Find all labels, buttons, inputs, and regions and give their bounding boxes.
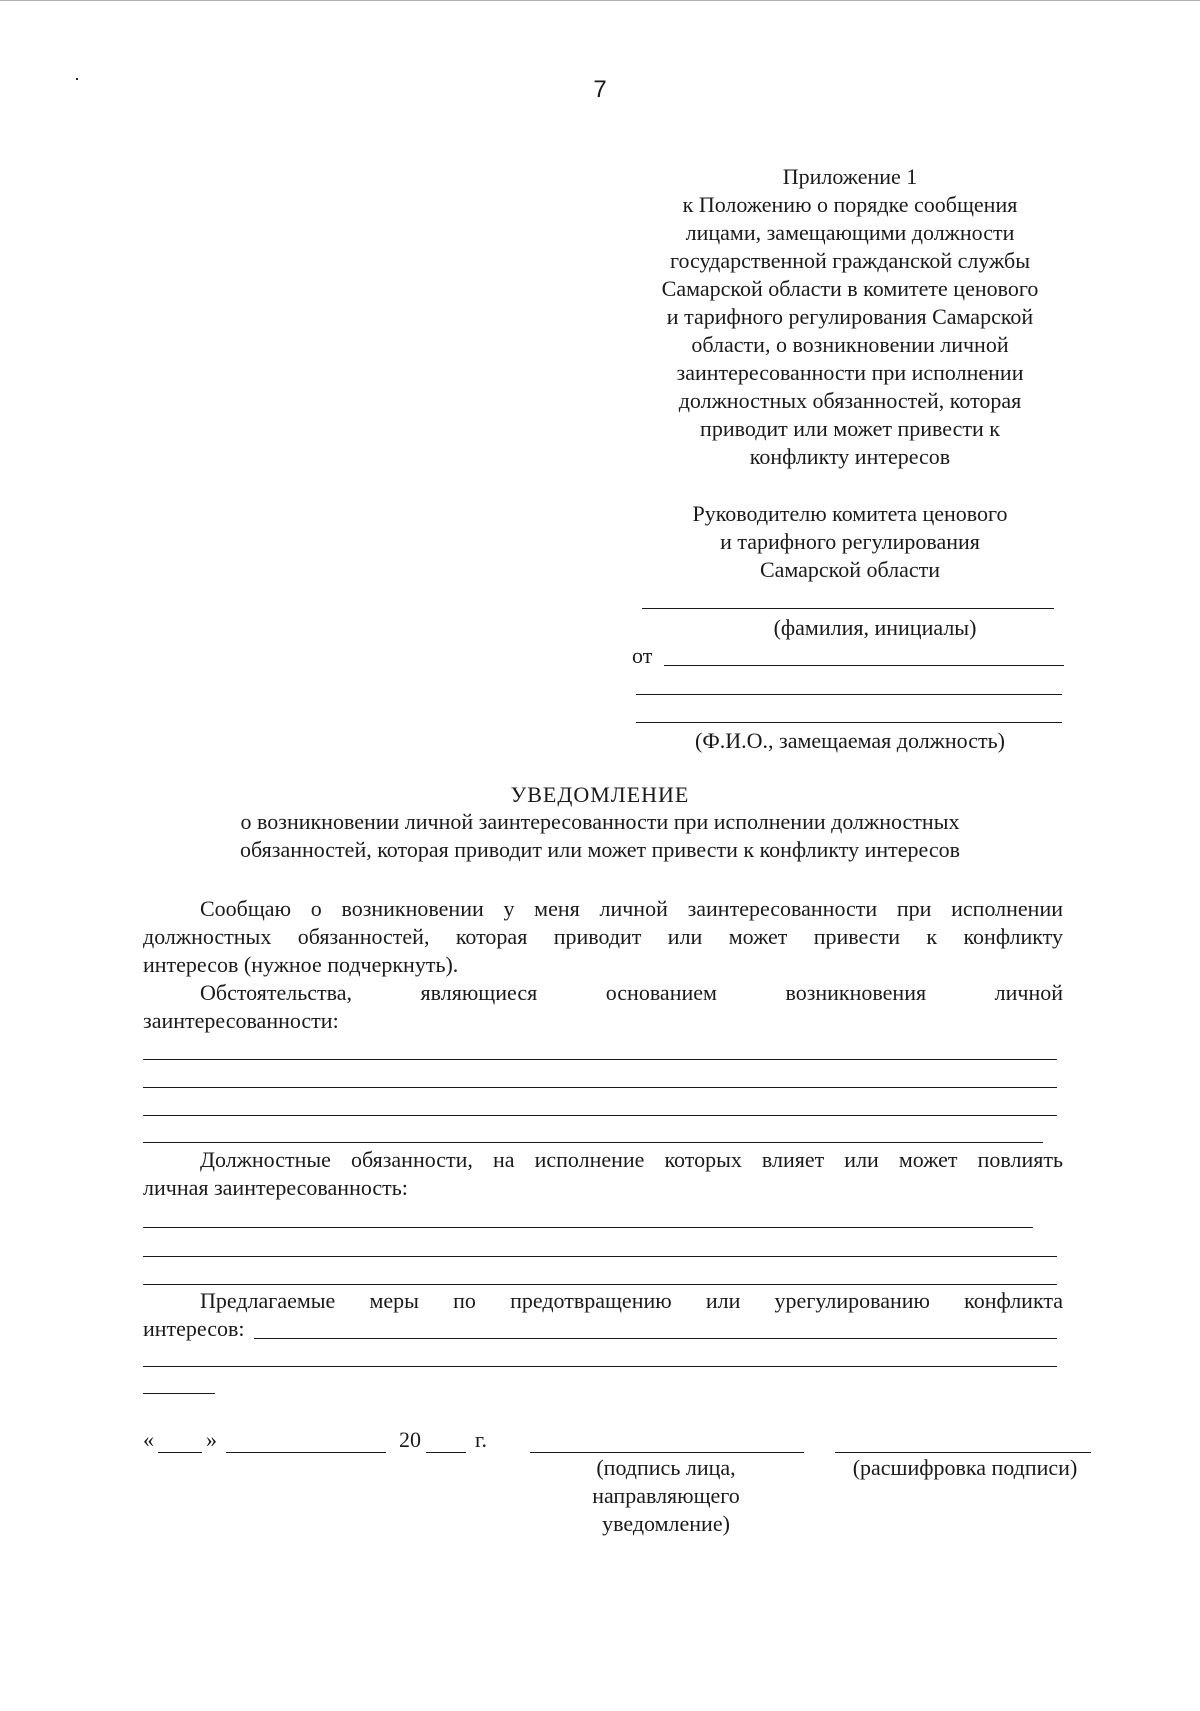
appendix-line: к Положению о порядке сообщения	[682, 192, 1018, 217]
sender-field-line-1[interactable]	[664, 665, 1064, 666]
recipient-name-caption: (фамилия, инициалы)	[773, 615, 977, 640]
page-number: 7	[593, 76, 607, 103]
recipient-line: Руководителю комитета ценового	[692, 501, 1008, 526]
date-year-suffix: г.	[475, 1427, 488, 1452]
signature-caption	[560, 1454, 772, 1538]
circumstances-field-line-2[interactable]	[143, 1087, 1057, 1088]
circumstances-field-line-3[interactable]	[143, 1115, 1057, 1116]
date-year-prefix: 20	[399, 1427, 421, 1452]
circumstances-field-line-1[interactable]	[143, 1059, 1057, 1060]
recipient-line: Самарской области	[759, 557, 941, 582]
sender-field-line-2[interactable]	[636, 694, 1062, 695]
appendix-line: заинтересованности при исполнении	[676, 360, 1024, 385]
signature-field[interactable]	[530, 1452, 804, 1453]
statement-paragraph	[143, 895, 1063, 979]
scan-speck	[76, 78, 78, 80]
date-open-quote: «	[143, 1427, 154, 1452]
recipient-line: и тарифного регулирования	[720, 529, 980, 554]
appendix-line: государственной гражданской службы	[670, 248, 1030, 273]
recipient-name-field[interactable]	[642, 608, 1054, 609]
recipient-block	[600, 500, 1100, 584]
appendix-line: приводит или может привести к	[700, 416, 1000, 441]
subtitle-line: обязанностей, которая приводит или может привести к конфликту интересов	[239, 837, 961, 862]
page-top-border	[0, 0, 1200, 1]
statement-line: Сообщаю о возникновении у меня личной заинтересованности при исполнении	[200, 896, 1063, 921]
statement-line: интересов (нужное подчеркнуть).	[143, 952, 459, 977]
appendix-line: и тарифного регулирования Самарской	[666, 304, 1034, 329]
date-month-field[interactable]	[226, 1452, 386, 1453]
duties-field-line-2[interactable]	[143, 1256, 1057, 1257]
document-title: УВЕДОМЛЕНИЕ	[510, 782, 690, 807]
date-day-field[interactable]	[158, 1452, 202, 1453]
sender-field-line-3[interactable]	[636, 722, 1062, 723]
signature-caption-line: уведомление)	[602, 1511, 730, 1536]
measures-field-line-1[interactable]	[254, 1338, 1057, 1339]
signature-decoding-field[interactable]	[835, 1452, 1091, 1453]
duties-paragraph	[143, 1146, 1063, 1202]
circumstances-line: заинтересованности:	[143, 1008, 339, 1033]
duties-field-line-1[interactable]	[143, 1227, 1033, 1228]
appendix-header	[600, 163, 1100, 471]
statement-line: должностных обязанностей, которая приводит или может привести к конфликту	[143, 924, 1063, 949]
duties-line: Должностные обязанности, на исполнение которых влияет или может повлиять	[200, 1147, 1063, 1172]
duties-line: личная заинтересованность:	[143, 1175, 408, 1200]
appendix-line: Приложение 1	[782, 164, 918, 189]
date-year-field[interactable]	[426, 1452, 466, 1453]
date-close-quote: »	[206, 1427, 217, 1452]
appendix-line: Самарской области в комитете ценового	[661, 276, 1039, 301]
appendix-line: лицами, замещающими должности	[685, 220, 1015, 245]
document-subtitle	[0, 808, 1200, 864]
measures-line: интересов:	[143, 1316, 245, 1341]
signature-decoding-caption: (расшифровка подписи)	[852, 1455, 1078, 1480]
circumstances-line: Обстоятельства, являющиеся основанием возникновения личной	[200, 980, 1063, 1005]
from-label: от	[632, 643, 653, 668]
appendix-line: области, о возникновении личной	[691, 332, 1009, 357]
signature-caption-line: (подпись лица,	[596, 1455, 736, 1480]
circumstances-paragraph	[143, 979, 1063, 1035]
signature-caption-line: направляющего	[592, 1483, 740, 1508]
appendix-line: должностных обязанностей, которая	[678, 388, 1022, 413]
appendix-line: конфликту интересов	[749, 444, 951, 469]
circumstances-field-line-4[interactable]	[143, 1142, 1043, 1143]
duties-field-line-3[interactable]	[143, 1284, 1057, 1285]
subtitle-line: о возникновении личной заинтересованности при исполнении должностных	[240, 809, 960, 834]
measures-field-line-3[interactable]	[143, 1393, 215, 1394]
sender-caption: (Ф.И.О., замещаемая должность)	[695, 728, 1005, 753]
measures-line: Предлагаемые меры по предотвращению или урегулированию конфликта	[200, 1288, 1063, 1313]
measures-field-line-2[interactable]	[143, 1366, 1057, 1367]
measures-paragraph	[143, 1287, 1063, 1343]
